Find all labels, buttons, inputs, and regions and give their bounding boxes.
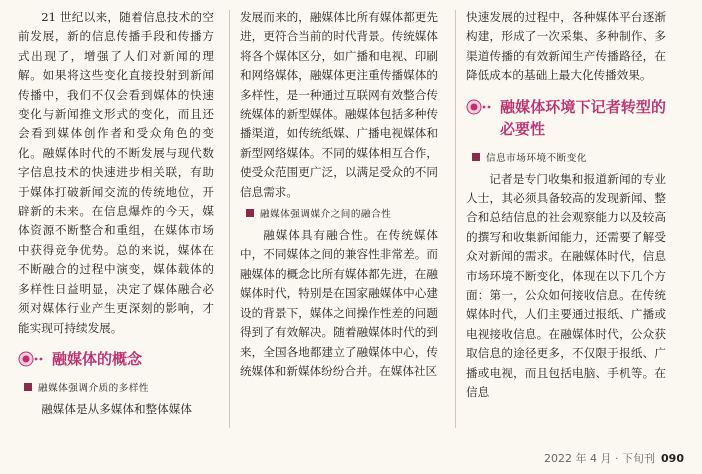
column-divider-right [455, 10, 456, 428]
chat-bubbles-icon [466, 99, 494, 115]
column-1 [18, 8, 214, 419]
paragraph: 融媒体具有融合性。在传统媒体中，不同媒体之间的兼容性非常差。而融媒体的概念比所有媒体都先进，在融媒体时代，特别是在国家融媒体中心建设的背景下，媒体之间操作性差的问题得到了有效解决。随着融媒体时代的到来，全国各地都建立了融媒体中心，传统媒体和新媒体纷纷合并。在媒体社区 [240, 228, 438, 378]
page-number: 090 [661, 452, 684, 465]
issue-date: 2022 年 4 月 · 下旬刊 [544, 452, 656, 465]
chat-bubbles-icon [18, 351, 46, 367]
section-heading-text: 融媒体的概念 [52, 349, 143, 368]
subheading [466, 150, 666, 168]
column-divider-left [229, 10, 230, 428]
square-bullet-icon [246, 209, 254, 217]
paragraph: 21 世纪以来，随着信息技术的空前发展，新的信息传播手段和传播方式出现了，增强了人们对新闻的理解。如果将这些变化直接投射到新闻传播中，我们不仅会看到媒体的快速变化与新闻推文形式的变化，而且还会看到媒体创作者和受众角色的变化。融媒体时代的不断发展与现代数字信息技术的快速进步相关联，有助于媒体打破新闻交流的传统地位，开辟新的未来。在信息爆炸的今天，媒体资源不断整合和重组，在媒体市场中获得竞争优势。总的来说，媒体在不断融合的过程中演变，媒体载体的多样性日益明显，决定了媒体融合必须对媒体行业产生更深刻的影响，才能实现可持续发展。 [18, 10, 214, 335]
section-heading [18, 348, 214, 370]
section-heading [466, 96, 666, 140]
paragraph: 发展而来的，融媒体比所有媒体都更先进，更符合当前的时代背景。传统媒体将各个媒体区分，如广播和电视、印刷和网络媒体，融媒体更注重传播媒体的多样性，是一种通过互联网有效整合传统媒体的新型媒体。融媒体包括多种传播渠道，如传统纸媒、广播电视媒体和新型网络媒体。不同的媒体相互合作，使受众范围更广泛，以满足受众的不同信息需求。 [240, 10, 438, 199]
subheading-text: 信息市场环境不断变化 [486, 152, 587, 164]
page-footer [544, 450, 684, 466]
subheading-text: 融媒体强调媒介之间的融合性 [260, 209, 392, 221]
section-heading-text: 融媒体环境下记者转型的必要性 [500, 97, 666, 138]
column-2 [240, 8, 438, 381]
paragraph: 快速发展的过程中，各种媒体平台逐渐构建，形成了一次采集、多种制作、多渠道传播的有效新闻生产传播路径，在降低成本的基础上最大化传播效果。 [466, 10, 666, 83]
paragraph: 记者是专门收集和报道新闻的专业人士，其必须具备较高的发现新闻、整合和总结信息的社会观察能力以及较高的撰写和收集新闻能力，还需要了解受众对新闻的需求。在融媒体时代，信息市场环境不断变化，体现在以下几个方面：第一，公众如何接收信息。在传统媒体时代，人们主要通过报纸、广播或电视接收信息。在融媒体时代，公众获取信息的途径更多，不仅限于报纸、广播或电视，而且包括电脑、手机等。在信息 [466, 171, 666, 400]
subheading [18, 380, 214, 398]
column-3 [466, 8, 666, 403]
subheading [240, 206, 438, 224]
paragraph: 融媒体是从多媒体和整体媒体 [41, 401, 192, 416]
square-bullet-icon [472, 153, 480, 161]
subheading-text: 融媒体强调介质的多样性 [38, 382, 150, 394]
square-bullet-icon [24, 383, 32, 391]
